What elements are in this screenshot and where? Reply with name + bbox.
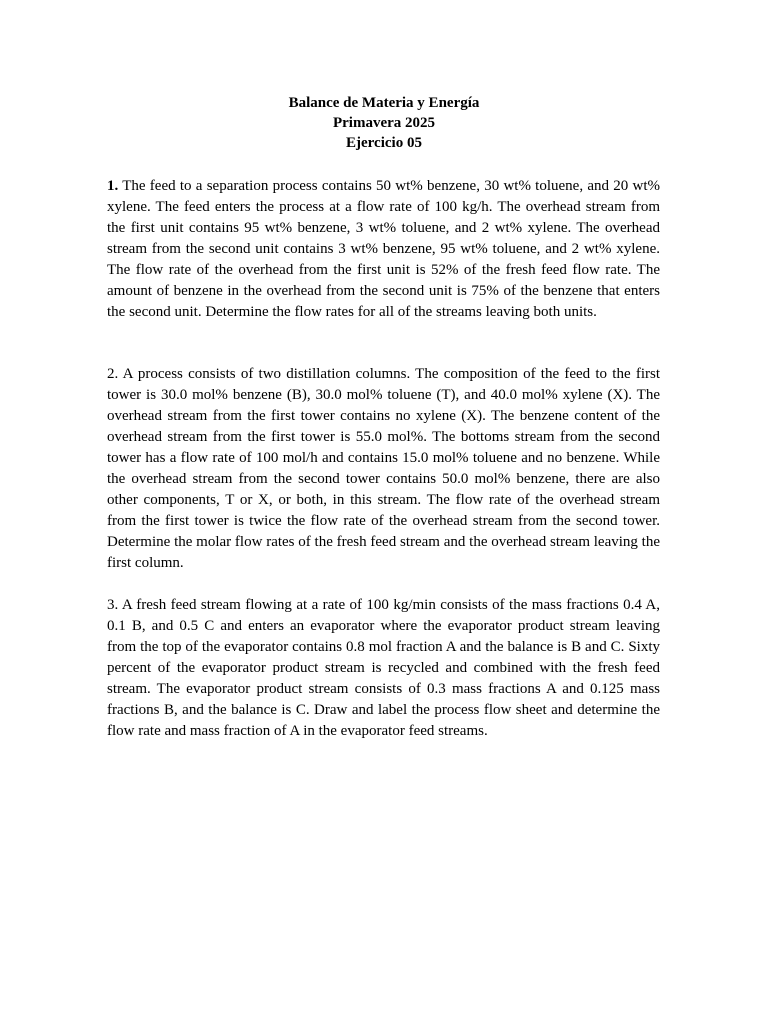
assignment-title: Ejercicio 05 — [346, 135, 422, 151]
problem-2 — [107, 364, 660, 574]
problem-paragraph — [107, 176, 660, 323]
problem-text: The feed to a separation process contains 50 wt% benzene, 30 wt% toluene, and 20 wt% xylene. The feed enters the process at a flow rate of 100 kg/h. The overhead stream from the first unit contains 95 wt% benzene, 3 wt% toluene, and 2 wt% xylene. The overhead stream from the second unit contains 3 wt% benzene, 95 wt% toluene, and 2 wt% xylene. The flow rate of the overhead from the first unit is 52% of the fresh feed flow rate. The amount of benzene in the overhead from the second unit is 75% of the benzene that enters the second unit. Determine the flow rates for all of the streams leaving both units. — [107, 178, 660, 320]
problem-paragraph — [107, 595, 660, 742]
problem-paragraph — [107, 364, 660, 574]
problem-1 — [107, 176, 660, 323]
problem-number: 3. — [107, 597, 119, 613]
term-label: Primavera 2025 — [332, 115, 436, 131]
problem-3 — [107, 595, 660, 742]
document-header — [0, 93, 768, 153]
problem-text: A fresh feed stream flowing at a rate of 100 kg/min consists of the mass fractions 0.4 A, 0.1 B, and 0.5 C and enters an evaporator where the evaporator product stream leaving from the top of the evaporator contains 0.8 mol fraction A and the balance is B and C. Sixty percent of the evaporator product stream is recycled and combined with the fresh feed stream. The evaporator product stream consists of 0.3 mass fractions A and 0.125 mass fractions B, and the balance is C. Draw and label the process flow sheet and determine the flow rate and mass fraction of A in the evaporator feed streams. — [107, 597, 660, 739]
problem-number: 2. — [107, 366, 119, 382]
problem-number: 1. — [107, 178, 119, 194]
course-title: Balance de Materia y Energía — [288, 95, 480, 111]
problem-text: A process consists of two distillation columns. The composition of the feed to the first tower is 30.0 mol% benzene (B), 30.0 mol% toluene (T), and 40.0 mol% xylene (X). The overhead stream from the first tower contains no xylene (X). The benzene content of the overhead stream from the first tower is 55.0 mol%. The bottoms stream from the second tower has a flow rate of 100 mol/h and contains 15.0 mol% toluene and no benzene. While the overhead stream from the second tower contains 50.0 mol% benzene, there are also other components, T or X, or both, in this stream. The flow rate of the overhead stream from the first tower is twice the flow rate of the overhead stream from the second tower. Determine the molar flow rates of the fresh feed stream and the overhead stream leaving the first column. — [107, 366, 660, 571]
